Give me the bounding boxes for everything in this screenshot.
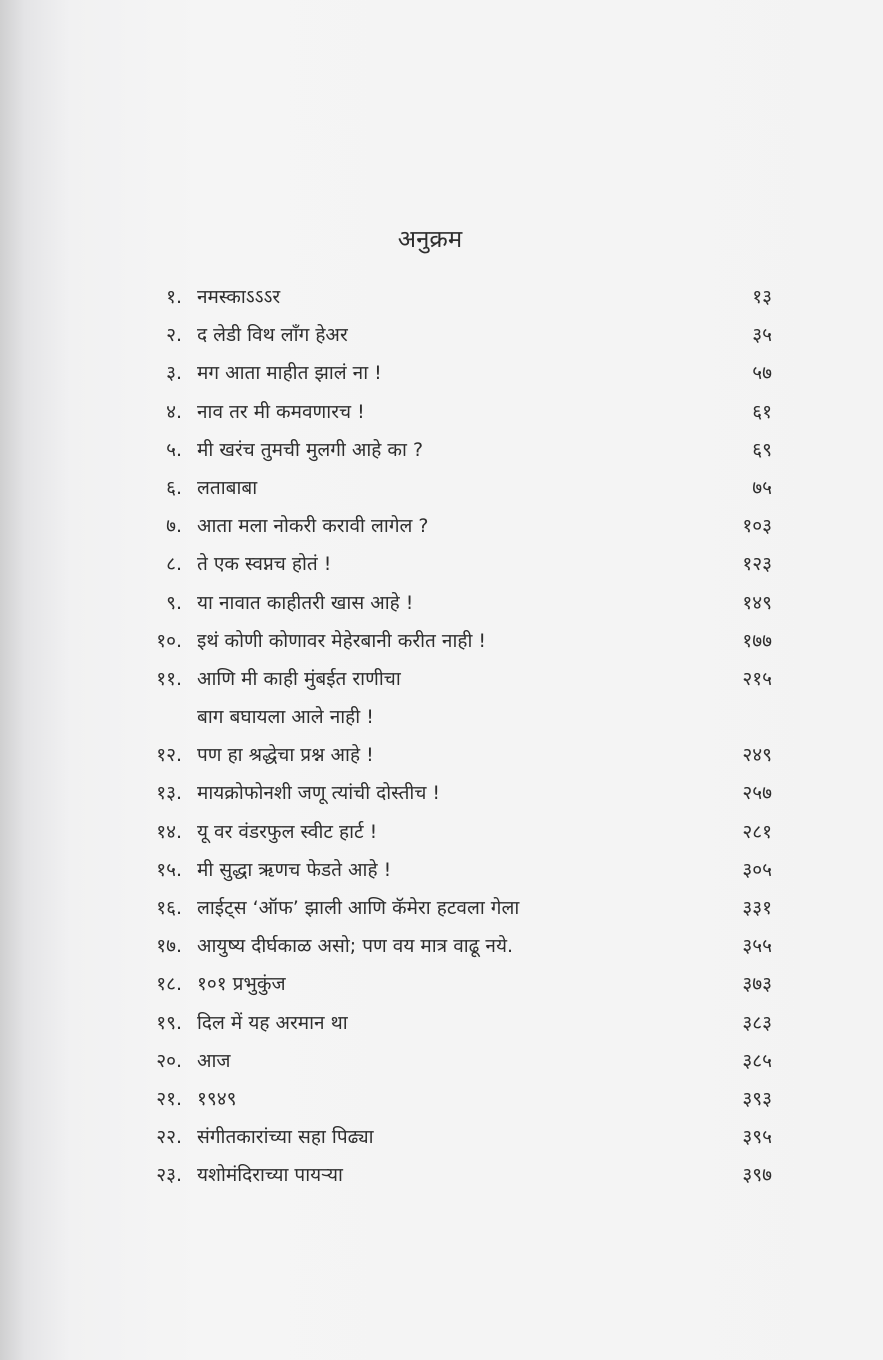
toc-entry (0, 393, 883, 431)
chapter-title: यू वर वंडरफुल स्वीट हार्ट ! (197, 820, 378, 843)
page-number: २८१ (742, 820, 772, 843)
page-number: ३८५ (742, 1049, 772, 1072)
chapter-number: १४. (156, 820, 182, 843)
toc-entry (0, 927, 883, 965)
chapter-number: १८. (156, 973, 182, 996)
chapter-number: २२. (156, 1126, 182, 1149)
chapter-title: यशोमंदिराच्या पायऱ्या (197, 1164, 343, 1187)
chapter-title: नाव तर मी कमवणारच ! (197, 400, 365, 423)
page-number: ३३१ (742, 897, 772, 919)
chapter-number: १. (166, 286, 182, 308)
chapter-number: ४. (166, 400, 182, 423)
chapter-number: ७. (166, 515, 182, 538)
page-number: २१५ (742, 667, 772, 690)
page-number: ५७ (752, 362, 772, 385)
chapter-number: १९. (156, 1011, 182, 1034)
page-number: ३०५ (742, 858, 772, 881)
chapter-number: ३. (166, 362, 182, 385)
chapter-title: आता मला नोकरी करावी लागेल ? (197, 515, 429, 538)
toc-entry (0, 889, 883, 927)
chapter-number: २. (166, 324, 182, 347)
chapter-title: लताबाबा (197, 476, 258, 499)
toc-entry (0, 584, 883, 622)
chapter-title: नमस्काऽऽऽर (197, 286, 281, 308)
toc-entry (0, 354, 883, 392)
page-number: १२३ (742, 553, 772, 576)
chapter-number: ५. (166, 438, 182, 461)
toc-entry (0, 431, 883, 469)
toc-entry (0, 1004, 883, 1042)
toc-entry (0, 622, 883, 660)
toc-entry (0, 507, 883, 545)
page-number: १४९ (742, 591, 772, 614)
page-title: अनुक्रम (397, 225, 463, 253)
chapter-title: ते एक स्वप्नच होतं ! (197, 553, 332, 576)
chapter-title: आयुष्य दीर्घकाळ असो; पण वय मात्र वाढू नये. (197, 935, 514, 958)
chapter-title: इथं कोणी कोणावर मेहेरबानी करीत नाही ! (197, 629, 487, 652)
chapter-number: १२. (156, 744, 182, 767)
chapter-title: पण हा श्रद्धेचा प्रश्न आहे ! (197, 744, 374, 767)
chapter-number: ८. (166, 553, 182, 576)
toc-entry (0, 316, 883, 354)
chapter-number: ६. (166, 476, 182, 499)
page-number: ३५५ (742, 935, 772, 958)
chapter-number: ११. (156, 667, 182, 690)
chapter-title: आज (197, 1049, 231, 1072)
chapter-number: १६. (156, 897, 182, 919)
toc-entry (0, 965, 883, 1003)
chapter-title: दिल में यह अरमान था (197, 1011, 348, 1034)
toc-entry (0, 1042, 883, 1080)
toc-entry (0, 545, 883, 583)
chapter-title: १०१ प्रभुकुंज (197, 973, 286, 996)
toc-entry (0, 736, 883, 774)
toc-entry (0, 851, 883, 889)
chapter-title: लाईट्स ‘ऑफ’ झाली आणि कॅमेरा हटवला गेला (197, 897, 520, 919)
chapter-title: मग आता माहीत झालं ना ! (197, 362, 382, 385)
toc-entry (0, 1118, 883, 1156)
chapter-number: १५. (156, 858, 182, 881)
toc-entry (0, 278, 883, 316)
table-of-contents (0, 278, 883, 1195)
page-number: ३८३ (742, 1011, 772, 1034)
chapter-title: आणि मी काही मुंबईत राणीचा (197, 667, 401, 690)
toc-entry (0, 469, 883, 507)
chapter-title: १९४९ (197, 1087, 237, 1110)
toc-entry (0, 698, 883, 736)
page-number: १७७ (742, 629, 772, 652)
chapter-title: या नावात काहीतरी खास आहे ! (197, 591, 414, 614)
page-number: ६९ (752, 438, 772, 461)
page-number: ३९७ (742, 1164, 772, 1187)
chapter-number: ९. (166, 591, 182, 614)
page-number: १३ (752, 286, 772, 308)
chapter-title: द लेडी विथ लाँग हेअर (197, 324, 348, 347)
page-number: २५७ (742, 782, 772, 805)
toc-entry (0, 813, 883, 851)
page-number: ३५ (752, 324, 772, 347)
toc-entry (0, 774, 883, 812)
page-number: ३९५ (742, 1126, 772, 1149)
toc-entry (0, 1156, 883, 1194)
chapter-number: २१. (156, 1087, 182, 1110)
chapter-title: मी सुद्धा ऋणच फेडते आहे ! (197, 858, 392, 881)
chapter-number: १०. (156, 629, 182, 652)
page-number: ७५ (752, 476, 772, 499)
toc-entry (0, 660, 883, 698)
page-number: २४९ (742, 744, 772, 767)
chapter-title: बाग बघायला आले नाही ! (197, 706, 374, 729)
page-number: १०३ (742, 515, 772, 538)
page-number: ३९३ (742, 1087, 772, 1110)
toc-entry (0, 1080, 883, 1118)
chapter-number: १३. (156, 782, 182, 805)
page-number: ६१ (752, 400, 772, 423)
chapter-title: संगीतकारांच्या सहा पिढ्या (197, 1126, 374, 1149)
chapter-number: २३. (156, 1164, 182, 1187)
chapter-number: १७. (156, 935, 182, 958)
chapter-title: मी खरंच तुमची मुलगी आहे का ? (197, 438, 424, 461)
chapter-title: मायक्रोफोनशी जणू त्यांची दोस्तीच ! (197, 782, 441, 805)
chapter-number: २०. (156, 1049, 182, 1072)
page-number: ३७३ (742, 973, 772, 996)
